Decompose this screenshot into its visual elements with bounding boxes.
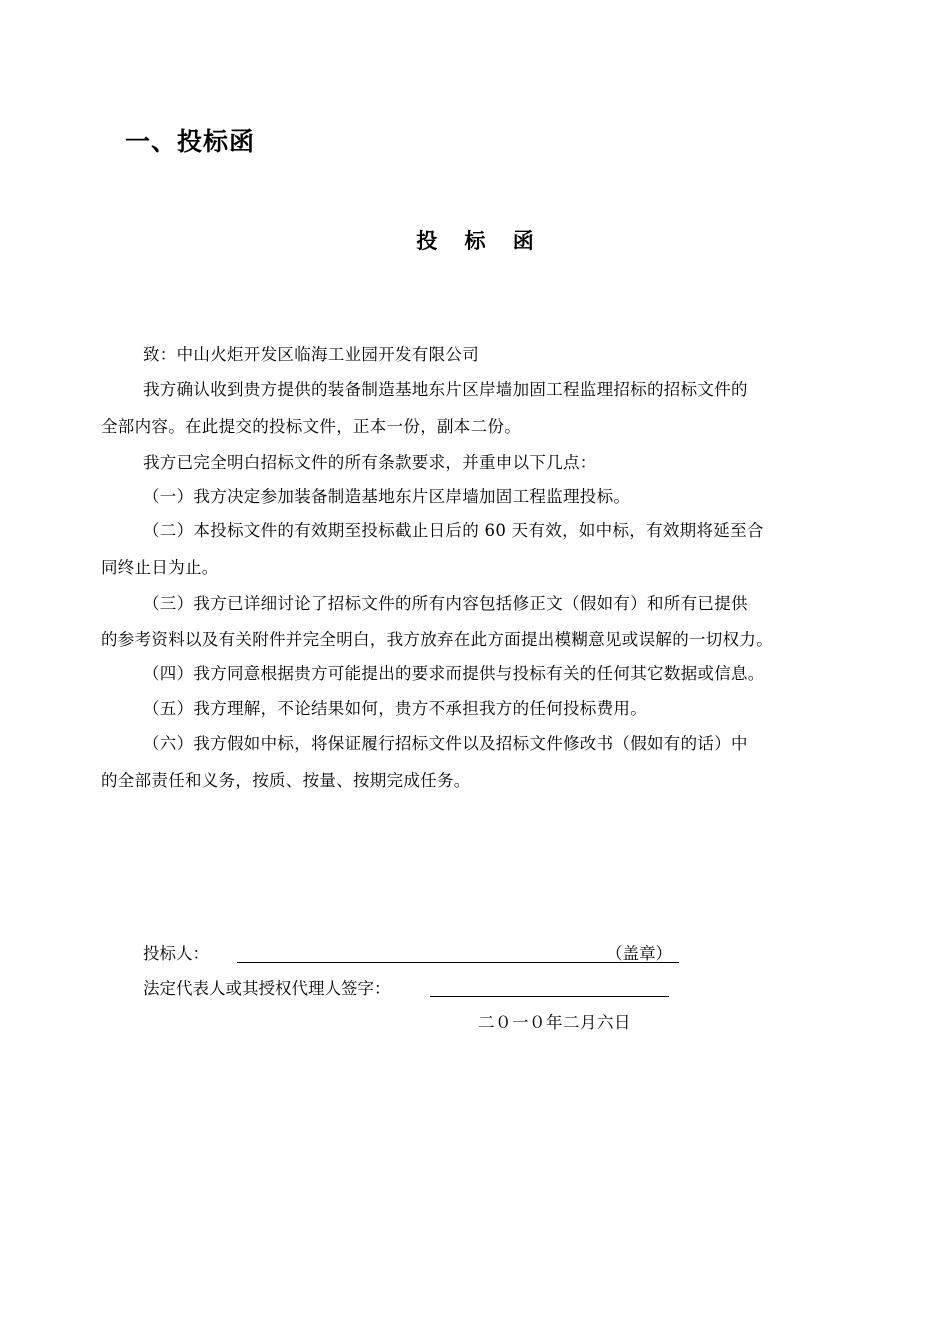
item-3-line-2: 的参考资料以及有关附件并完全明白，我方放弃在此方面提出模糊意见或误解的一切权力。 (101, 630, 773, 649)
item-3-line-1: （三）我方已详细讨论了招标文件的所有内容包括修正文（假如有）和所有已提供 (143, 594, 748, 613)
item-5: （五）我方理解，不论结果如何，贵方不承担我方的任何投标费用。 (143, 699, 647, 718)
representative-label: 法定代表人或其授权代理人签字： (143, 979, 391, 998)
representative-signature-line (430, 996, 669, 997)
addressee-line: 致：中山火炬开发区临海工业园开发有限公司 (143, 345, 479, 364)
item-1: （一）我方决定参加装备制造基地东片区岸墙加固工程监理投标。 (143, 487, 631, 506)
item-6-line-2: 的全部责任和义务，按质、按量、按期完成任务。 (101, 771, 471, 790)
item-2-line-2: 同终止日为止。 (101, 558, 219, 577)
seal-label: （盖章） (606, 944, 672, 963)
item-4: （四）我方同意根据贵方可能提出的要求而提供与投标有关的任何其它数据或信息。 (143, 664, 765, 683)
document-date: 二０一０年二月六日 (478, 1013, 631, 1032)
paragraph-1-line-1: 我方确认收到贵方提供的装备制造基地东片区岸墙加固工程监理招标的招标文件的 (143, 380, 748, 399)
bidder-label: 投标人： (143, 944, 209, 963)
paragraph-1-line-2: 全部内容。在此提交的投标文件，正本一份，副本二份。 (101, 417, 521, 436)
item-6-line-1: （六）我方假如中标，将保证履行招标文件以及招标文件修改书（假如有的话）中 (143, 734, 748, 753)
document-title: 投 标 函 (416, 229, 544, 253)
item-2-line-1: （二）本投标文件的有效期至投标截止日后的 60 天有效，如中标，有效期将延至合 (143, 521, 764, 540)
paragraph-2: 我方已完全明白招标文件的所有条款要求，并重申以下几点： (143, 453, 597, 472)
section-heading: 一、投标函 (125, 127, 256, 156)
